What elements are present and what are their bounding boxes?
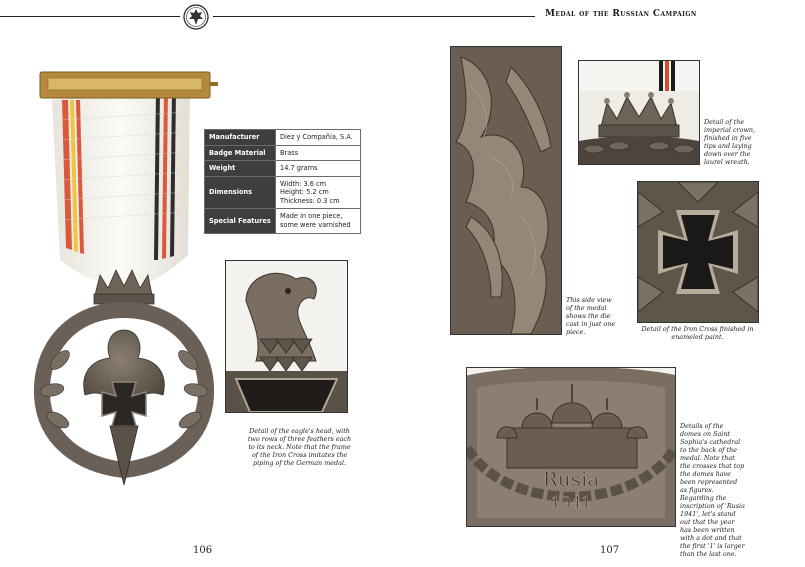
side-view-caption: This side view of the medal shows the die cast in just one piece.: [566, 296, 616, 336]
iron-cross-caption: Detail of the Iron Cross finished in enameled paint.: [641, 325, 754, 341]
spec-value: Brass: [276, 145, 361, 161]
spec-value: Made in one piece, some were varnished: [276, 209, 361, 233]
iron-cross-detail-photo: [637, 181, 759, 323]
specifications-table: [204, 129, 361, 234]
table-row: [205, 176, 361, 209]
spec-value-line: Thickness: 0.3 cm: [280, 196, 340, 205]
crown-caption: Detail of the imperial crown, finished in five tips and laying down over the laurel wreath.: [704, 118, 756, 166]
spec-label: Dimensions: [205, 176, 276, 209]
spec-label: Badge Material: [205, 145, 276, 161]
crown-detail-photo: [578, 60, 700, 165]
spec-label: Manufacturer: [205, 130, 276, 146]
header-rule-center: [213, 16, 535, 17]
running-header-title: Medal of the Russian Campaign: [545, 9, 697, 19]
spec-label: Weight: [205, 161, 276, 177]
eagle-head-detail-photo: [225, 260, 348, 413]
page-number-right: 107: [600, 545, 620, 556]
spec-value: 14.7 grams: [276, 161, 361, 177]
domes-detail-photo: [466, 367, 676, 527]
eagle-head-caption: Detail of the eagle's head, with two rows of three feathers each to its neck. Note that the frame of the Iron Cross imitates the piping of the German medal.: [247, 427, 352, 467]
header-rule-left: [0, 16, 180, 17]
table-row: [205, 145, 361, 161]
engraving-word: Rusia: [542, 467, 600, 491]
table-row: [205, 130, 361, 146]
spec-value-line: Height: 5.2 cm: [280, 188, 329, 197]
engraving-year: 1941: [550, 493, 592, 512]
page-number-left: 106: [193, 545, 213, 556]
spec-value: [276, 176, 361, 209]
domes-caption: Details of the domes on Saint Sophia's cathedral to the back of the medal. Note that the crosses that top the domes have been represented as figures. Regarding the inscription of 'Rusia 1941', let's stand out that the year has been written with a dot and that the first '1' is larger than the last one.: [680, 422, 745, 558]
spec-value: Diez y Compañía, S.A.: [276, 130, 361, 146]
crest-icon: [183, 4, 209, 30]
table-row: [205, 161, 361, 177]
table-row: [205, 209, 361, 233]
spec-label: Special Features: [205, 209, 276, 233]
side-view-photo: [450, 46, 562, 335]
spec-value-line: Width: 3.6 cm: [280, 179, 327, 188]
medal-photo: [30, 60, 220, 495]
